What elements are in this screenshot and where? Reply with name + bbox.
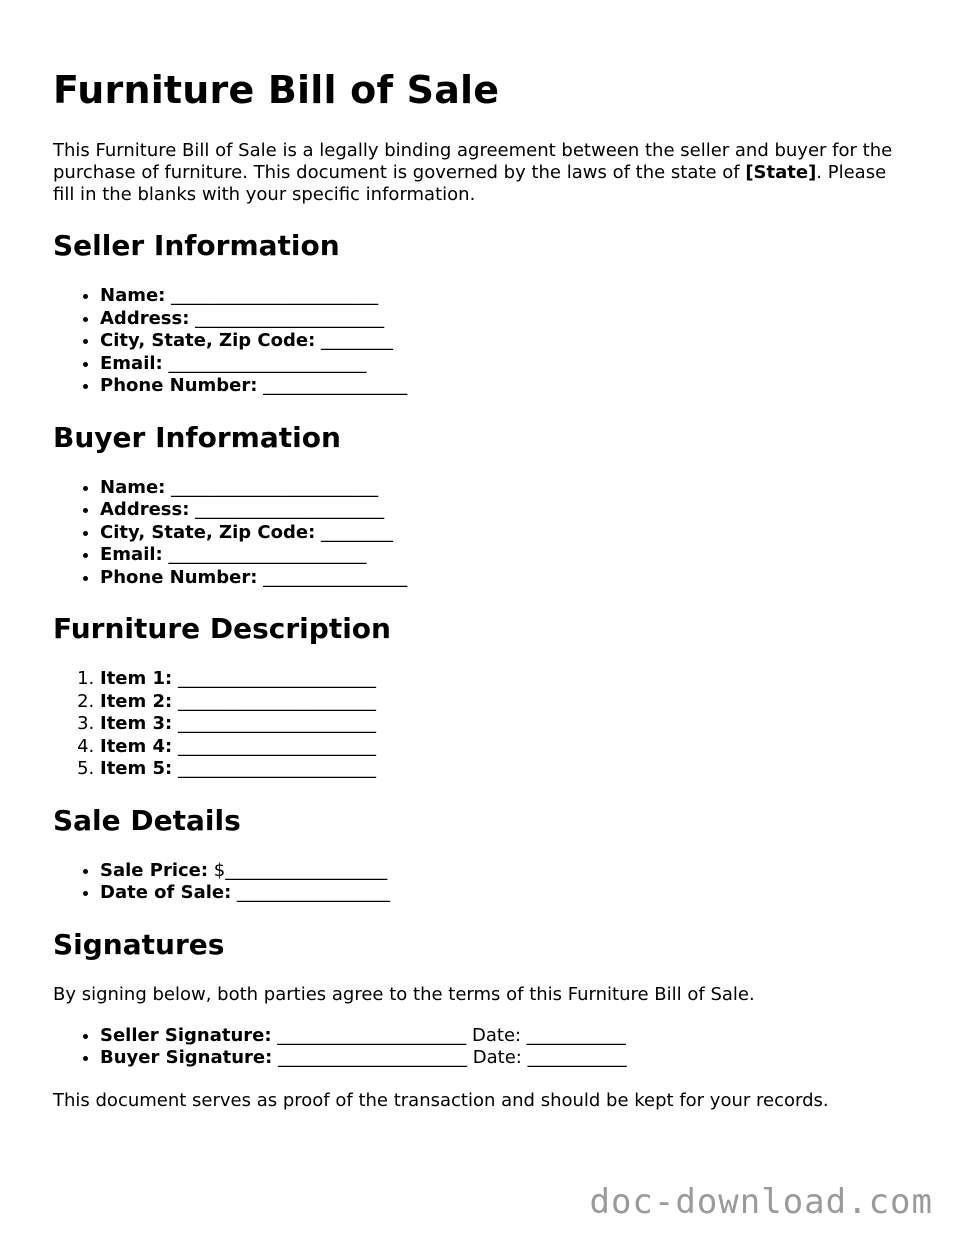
signature-fields (53, 1025, 913, 1070)
item-label: Item 1: (100, 668, 173, 689)
watermark: doc-download.com (589, 1182, 933, 1222)
field-label: City, State, Zip Code: (100, 330, 316, 351)
field-blank: $__________________ (208, 859, 388, 881)
item-blank: ______________________ (172, 758, 376, 779)
field-label: Sale Price: (100, 859, 209, 881)
field-label: Email: (100, 352, 163, 374)
field-label: Address: (100, 499, 190, 520)
signatures-heading: Signatures (53, 927, 225, 961)
seller-city-state-zip-field[interactable] (100, 330, 913, 353)
intro-paragraph (53, 140, 913, 206)
item-blank: ______________________ (172, 735, 376, 757)
buyer-email-field[interactable] (100, 544, 913, 567)
furniture-item-5[interactable] (100, 758, 913, 781)
field-blank: _____________________ (189, 499, 385, 520)
seller-phone-field[interactable] (100, 375, 913, 398)
item-label: Item 5: (100, 758, 173, 779)
sale-price-field[interactable] (100, 860, 913, 883)
seller-signature-field[interactable] (100, 1025, 913, 1048)
field-label: Buyer Signature: (100, 1047, 273, 1068)
signatures-intro: By signing below, both parties agree to the terms of this Furniture Bill of Sale. (53, 983, 755, 1005)
furniture-item-1[interactable] (100, 668, 913, 691)
field-blank: ______________________ (162, 544, 367, 565)
buyer-phone-field[interactable] (100, 567, 913, 590)
state-placeholder: [State] (745, 162, 817, 183)
intro-text-part1: This Furniture Bill of Sale is a legally binding agreement between the seller and buyer for the purchase of furniture. This document is governed by the laws of the state of (53, 140, 893, 183)
sale-fields (53, 860, 913, 905)
item-label: Item 3: (100, 713, 173, 734)
furniture-item-4[interactable] (100, 736, 913, 759)
field-blank: _______________________ (165, 476, 379, 498)
seller-email-field[interactable] (100, 353, 913, 376)
seller-name-field[interactable] (100, 285, 913, 308)
field-blank: ______________________ (162, 352, 367, 374)
item-blank: ______________________ (172, 668, 376, 689)
field-blank: _____________________ Date: ___________ (272, 1047, 627, 1068)
seller-fields (53, 285, 913, 398)
field-label: City, State, Zip Code: (100, 521, 316, 543)
page-title: Furniture Bill of Sale (53, 68, 500, 112)
furniture-items (53, 668, 913, 781)
item-blank: ______________________ (172, 690, 376, 712)
buyer-signature-field[interactable] (100, 1047, 913, 1070)
field-label: Address: (100, 307, 190, 329)
item-blank: ______________________ (172, 713, 376, 734)
item-label: Item 2: (100, 690, 173, 712)
document-page (53, 64, 913, 1112)
field-label: Name: (100, 285, 166, 306)
buyer-city-state-zip-field[interactable] (100, 522, 913, 545)
intro-text-part2: . Please fill in the blanks with your specific information. (53, 162, 887, 205)
furniture-item-3[interactable] (100, 713, 913, 736)
furniture-item-2[interactable] (100, 691, 913, 714)
field-label: Email: (100, 544, 163, 565)
field-label: Seller Signature: (100, 1024, 272, 1046)
field-blank: ________________ (257, 566, 408, 588)
field-blank: _________________ (231, 882, 391, 903)
buyer-fields (53, 477, 913, 590)
field-blank: _____________________ Date: ___________ (271, 1024, 626, 1046)
buyer-heading: Buyer Information (53, 420, 341, 454)
buyer-address-field[interactable] (100, 499, 913, 522)
field-label: Name: (100, 476, 166, 498)
field-label: Date of Sale: (100, 882, 232, 903)
closing-paragraph: This document serves as proof of the transaction and should be kept for your records. (53, 1089, 829, 1111)
field-label: Phone Number: (100, 375, 258, 396)
field-label: Phone Number: (100, 566, 258, 588)
field-blank: _______________________ (165, 285, 379, 306)
sale-heading: Sale Details (53, 803, 241, 837)
field-blank: _____________________ (189, 307, 385, 329)
furniture-heading: Furniture Description (53, 612, 391, 645)
field-blank: ________ (315, 521, 394, 543)
item-label: Item 4: (100, 735, 173, 757)
seller-heading: Seller Information (53, 229, 340, 262)
field-blank: ________ (315, 330, 394, 351)
sale-date-field[interactable] (100, 882, 913, 905)
field-blank: ________________ (257, 375, 408, 396)
buyer-name-field[interactable] (100, 477, 913, 500)
seller-address-field[interactable] (100, 308, 913, 331)
